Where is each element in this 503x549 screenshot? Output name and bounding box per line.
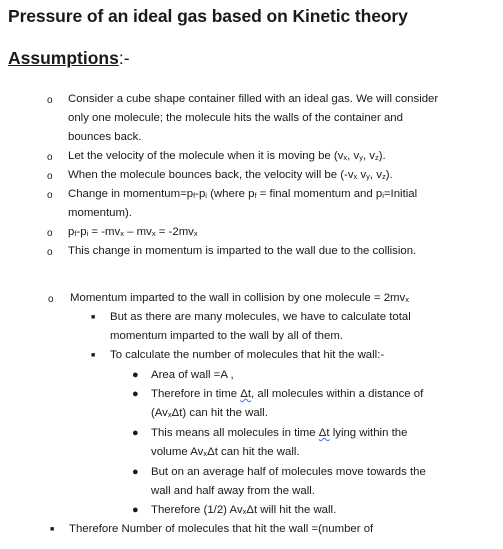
square-bullet: ■ xyxy=(91,314,96,321)
list-item-line: Therefore in time Δt, all molecules within a distance of xyxy=(151,388,424,400)
dot-bullet: ● xyxy=(132,388,139,400)
list-item-line: To calculate the number of molecules that hit the wall:- xyxy=(110,349,385,361)
list-item-line: When the molecule bounces back, the velocity will be ($-v_x$ $v_y$, $v_z$). xyxy=(68,169,393,181)
list-item-line: only one molecule; the molecule hits the walls of the container and xyxy=(68,112,403,124)
list-item-line: But on an average half of molecules move towards the xyxy=(151,466,426,478)
list-item-line: $(Av_x\Delta t)$ can hit the wall. xyxy=(151,407,268,419)
dot-bullet: ● xyxy=(132,369,139,381)
list-item-line: Therefore (1/2) $Av_x\Delta t$ will hit the wall. xyxy=(151,504,337,516)
page-title: Pressure of an ideal gas based on Kinetic theory xyxy=(8,6,408,26)
section-heading xyxy=(8,48,130,69)
list-item-line: This means all molecules in time Δt lying within the xyxy=(151,427,408,439)
list-item-line: $p_f-p_i = -mv_x - mv_x = -2mv_x$ xyxy=(68,226,198,238)
square-bullet: ■ xyxy=(50,526,55,533)
list-item-line: Consider a cube shape container filled with an ideal gas. We will consider xyxy=(68,93,439,105)
list-item-line: Momentum imparted to the wall in collision by one molecule = $2mv_x$ xyxy=(70,292,409,304)
circle-bullet: o xyxy=(47,152,53,163)
square-bullet: ■ xyxy=(91,352,96,359)
heading-suffix: :- xyxy=(118,48,130,68)
list-item-line: momentum imparted to the wall by all of them. xyxy=(110,330,343,342)
list-item-line: momentum). xyxy=(68,207,132,219)
dot-bullet: ● xyxy=(132,466,139,478)
circle-bullet: o xyxy=(47,171,53,182)
circle-bullet: o xyxy=(47,190,53,201)
list-item-line: But as there are many molecules, we have to calculate total xyxy=(110,311,411,323)
circle-bullet: o xyxy=(47,247,53,258)
list-item-line: volume $Av_x\Delta t$ can hit the wall. xyxy=(151,446,300,458)
list-item-line: bounces back. xyxy=(68,131,142,143)
circle-bullet: o xyxy=(47,95,53,106)
list-item-line: This change in momentum is imparted to the wall due to the collision. xyxy=(68,245,417,257)
dot-bullet: ● xyxy=(132,504,139,516)
list-item-line: Area of wall =A , xyxy=(151,369,234,381)
circle-bullet: o xyxy=(48,294,54,305)
list-item-line: Therefore Number of molecules that hit the wall =(number of xyxy=(69,523,374,535)
list-item-line: wall and half away from the wall. xyxy=(151,485,315,497)
list-item-line: Let the velocity of the molecule when it is moving be ($v_x$, $v_y$, $v_z$). xyxy=(68,150,386,162)
list-item-line: Change in $momentum=p_f-p_i$ (where $p_f$ = final momentum and $p_i=Initial$ xyxy=(68,188,418,200)
circle-bullet: o xyxy=(47,228,53,239)
heading-text: Assumptions xyxy=(8,48,119,68)
dot-bullet: ● xyxy=(132,427,139,439)
